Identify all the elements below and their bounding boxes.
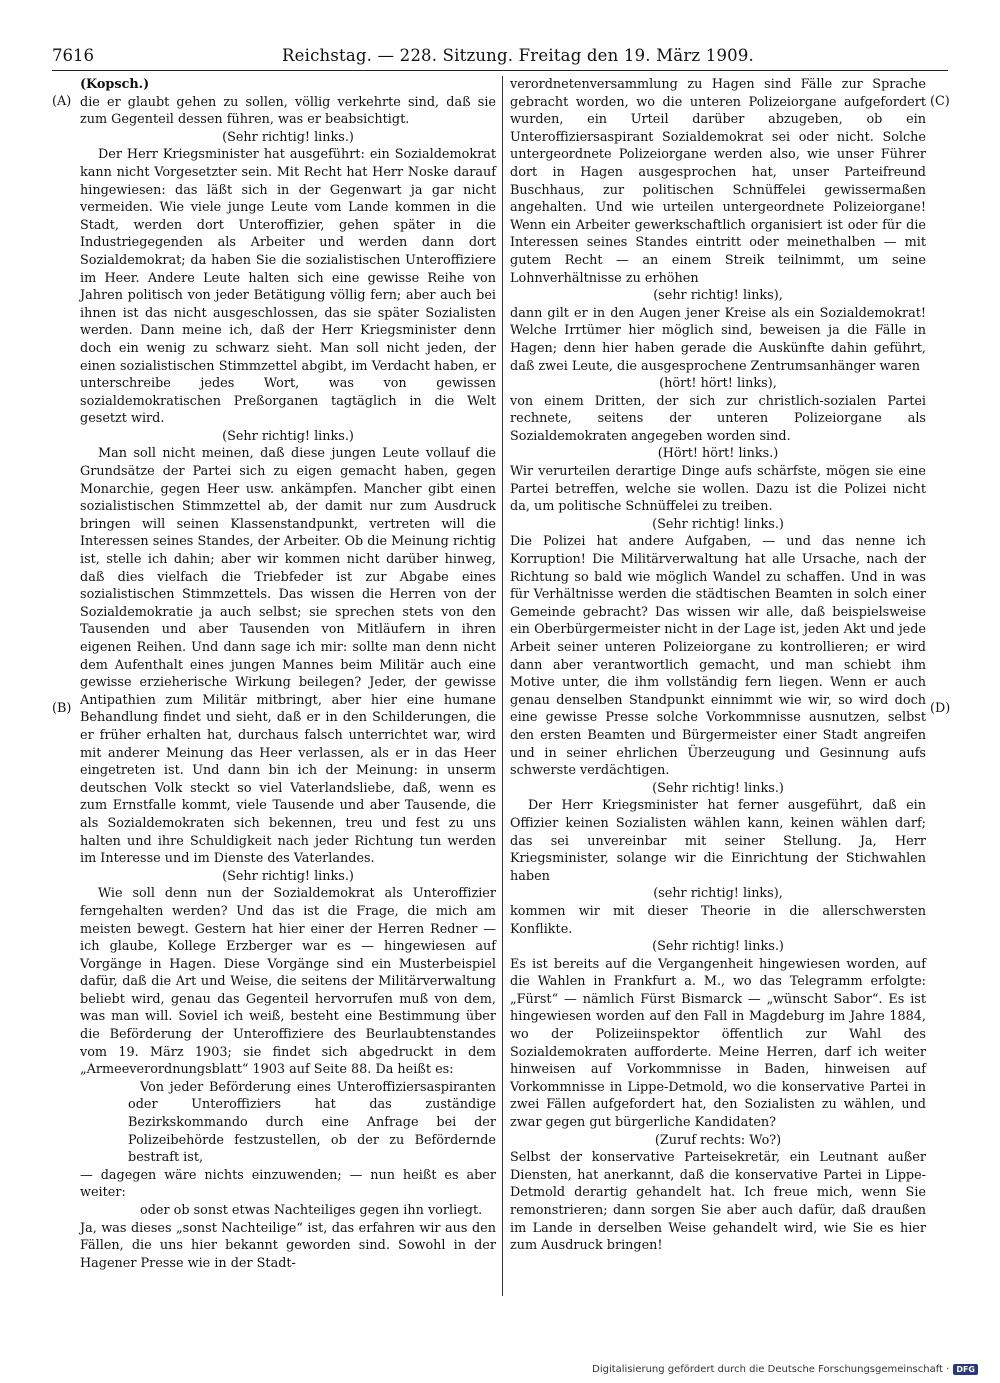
interjection: (Sehr richtig! links.) — [652, 780, 784, 796]
block-quote: Von jeder Beförderung eines Unteroffiziersaspiranten oder Unteroffiziers hat das zuständige Bezirkskommando durch eine Anfrage bei der Polizeibehörde festzustellen, ob der zu Befördernde bestraft ist, — [128, 1079, 496, 1166]
paragraph: dann gilt er in den Augen jener Kreise als ein Sozialdemokrat! Welche Irrtümer hier möglich sind, beweisen ja die Fälle in Hagen; denn hier haben gerade die Auskünfte dahin geführt, daß zwei Leute, die ausgesprochene Zentrumsanhänger waren — [510, 305, 926, 374]
dfg-logo-icon: DFG — [953, 1364, 978, 1375]
paragraph: Ja, was dieses „sonst Nachteilige“ ist, das erfahren wir aus den Fällen, die uns hier bekannt geworden sind. Sowohl in der Hagener Presse wie in der Stadt- — [80, 1220, 496, 1271]
paragraph: Der Herr Kriegsminister hat ausgeführt: ein Sozialdemokrat kann nicht Vorgesetzter sein. Mit Recht hat Herr Noske darauf hingewiesen: das läßt sich in der Gegenwart ja gar nicht vermeiden. Wie viele junge Leute vom Lande kommen in die Stadt, werden dort Unteroffizier, gehen später in die Industriegegenden als Arbeiter und werden dann dort Sozialdemokrat; da haben Sie die sozialistischen Unteroffiziere im Heer. Andere Leute halten sich eine gewisse Reihe von Jahren politisch von jeder Betätigung völlig fern; aber auch bei ihnen ist das nicht ausgeschlossen, das sie später Sozialisten werden. Dann meine ich, daß der Herr Kriegsminister denn doch ein wenig zu schwarz sieht. Man soll nicht jeden, der einen sozialistischen Stimmzettel abgibt, im Verdacht haben, er unterschreibe jedes Wort, was von gewissen sozialdemokratischen Preßorganen tagtäglich in die Welt gesetzt wird. — [80, 147, 496, 427]
interjection: (sehr richtig! links), — [653, 886, 783, 902]
interjection: (Sehr richtig! links.) — [222, 129, 354, 145]
page-number: 7616 — [52, 46, 94, 65]
paragraph: Selbst der konservative Parteisekretär, ein Leutnant außer Diensten, hat anerkannt, daß die konservative Partei in Lippe-Detmold derartig gehandelt hat. Ich freue mich, wenn Sie remonstrieren; dann sorgen Sie aber auch dafür, daß draußen im Lande in derselben Weise gehandelt wird, wie Sie es hier zum Ausdruck bringen! — [510, 1150, 926, 1254]
paragraph: Es ist bereits auf die Vergangenheit hingewiesen worden, auf die Wahlen in Frankfurt a. M., wo das Telegramm erfolgte: „Fürst“ — nämlich Fürst Bismarck — „wünscht Sabor“. Es ist hingewiesen worden auf den Fall in Magdeburg im Jahre 1884, wo der Polizeiinspektor öffentlich zur Wahl des Sozialdemokraten aufforderte. Meine Herren, darf ich weiter hinweisen auf Vorkommnisse in Baden, hinweisen auf Vorkommnisse in Lippe-Detmold, wo die konservative Partei in zwei Fällen aufgefordert hat, den Sozialisten zu wählen, und zwar gegen gut bürgerliche Kandidaten? — [510, 956, 926, 1131]
paragraph: Man soll nicht meinen, daß diese jungen Leute vollauf die Grundsätze der Partei sich zu eigen gemacht haben, gegen Monarchie, gegen Heer usw. ankämpfen. Mancher gibt einen sozialistischen Stimmzettel ab, der damit nur zum Ausdruck bringen will seinen Klassenstandpunkt, vertreten will die Interessen seines Standes, der Arbeiter. Ob die Meinung richtig ist, stelle ich dahin; aber wir kommen nicht darüber hinweg, daß dies vielfach die Triebfeder ist zur Abgabe eines sozialistischen Stimmzettels. Das wissen die Herren von der Sozialdemokratie ja auch selbst; sie sprechen stets von den Tausenden und aber Tausenden von Mitläufern in ihren eigenen Reihen. Und dann sage ich mir: sollte man denn nicht dem Aufenthalt eines jungen Mannes beim Militär auch eine gewisse erzieherische Wirkung beilegen? Jeder, der gewisse Antipathien zum Militär mitbringt, aber hier eine humane Behandlung findet und sieht, daß er in den Schilderungen, die er früher erhalten hat, durchaus falsch unterrichtet war, wird mit anderer Meinung das Heer verlassen, als er in das Heer eingetreten ist. Und dann bin ich der Meinung: in unserm deutschen Volk steckt so viel Vaterlandsliebe, daß, wenn es zum Ernstfalle kommt, viele Tausende und aber Tausende, die als Sozialdemokraten sich bekennen, treu und fest zu uns halten und ihre Schuldigkeit nach jeder Richtung tun werden im Interesse und im Dienste des Vaterlandes. — [80, 446, 496, 867]
block-quote: oder ob sonst etwas Nachteiliges gegen ihn vorliegt. — [140, 1203, 483, 1218]
footer-text: Digitalisierung gefördert durch die Deutsche Forschungsgemeinschaft · — [592, 1364, 950, 1375]
margin-marker-c: (C) — [930, 94, 950, 109]
margin-marker-d: (D) — [930, 701, 951, 716]
interjection: (hört! hört! links), — [659, 376, 777, 392]
margin-marker-b: (B) — [52, 701, 72, 716]
paragraph: von einem Dritten, der sich zur christlich-sozialen Partei rechnete, seitens der unteren Polizeiorgane als Sozialdemokraten angegeben worden sind. — [510, 393, 926, 444]
paragraph: Wir verurteilen derartige Dinge aufs schärfste, mögen sie eine Partei betreffen, welche sie wollen. Dazu ist die Polizei nicht da, um politische Schnüffelei zu treiben. — [510, 464, 926, 515]
paragraph: — dagegen wäre nichts einzuwenden; — nun heißt es aber weiter: — [80, 1167, 496, 1201]
page-header — [52, 44, 952, 68]
interjection: (Hört! hört! links.) — [657, 446, 779, 462]
left-column — [80, 76, 496, 1272]
paragraph: Der Herr Kriegsminister hat ferner ausgeführt, daß ein Offizier keinen Sozialisten wählen kann, keinen wählen darf; das sei unvereinbar mit seiner Stellung. Ja, Herr Kriegsminister, solange wir die Einrichtung der Stichwahlen haben — [510, 798, 926, 884]
speaker-label: (Kopsch.) — [80, 77, 150, 92]
interjection: (sehr richtig! links), — [653, 288, 783, 304]
header-rule — [52, 70, 948, 71]
column-divider — [502, 76, 503, 1296]
digitization-footer — [592, 1364, 978, 1375]
paragraph: verordnetenversammlung zu Hagen sind Fälle zur Sprache gebracht worden, wo die unteren Polizeiorgane aufgefordert wurden, ein Urteil darüber abzugeben, ob ein Unteroffiziersaspirant Sozialdemokrat sei oder nicht. Solche untergeordnete Polizeiorgane werden also, wie unser Führer dort in Hagen ausgesprochen hat, unser Parteifreund Buschhaus, zur politischen Schnüffelei gewissermaßen angehalten. Und wie urteilen untergeordnete Polizeiorgane! Wenn ein Arbeiter gewerkschaftlich organisiert ist oder für die Interessen seines Standes eintritt oder meinethalben — mit gutem Recht — an einem Streik teilnimmt, um seine Lohnverhältnisse zu erhöhen — [510, 77, 926, 286]
interjection: (Sehr richtig! links.) — [652, 516, 784, 532]
paragraph: die er glaubt gehen zu sollen, völlig verkehrte sind, daß sie zum Gegenteil dessen führen, was er beabsichtigt. — [80, 94, 496, 128]
paragraph: kommen wir mit dieser Theorie in die allerschwersten Konflikte. — [510, 903, 926, 937]
interjection: (Sehr richtig! links.) — [222, 428, 354, 444]
paragraph: Die Polizei hat andere Aufgaben, — und das nenne ich Korruption! Die Militärverwaltung hat alle Ursache, nach der Richtung so bald wie möglich Wandel zu schaffen. Und in was für Verhältnisse werden die städtischen Beamten in solch einer Gemeinde gebracht? Das wissen wir alle, daß beispielsweise ein Oberbürgermeister nicht in der Lage ist, jeden Akt und jede Arbeit seiner unteren Polizeiorgane zu kontrollieren; er wird dann aber verantwortlich gemacht, und man schiebt ihm Motive unter, die ihm vollständig fern liegen. Wenn er auch genau denselben Standpunkt einnimmt wie wir, so wird doch eine gewisse Presse solche Vorkommnisse ausnutzen, selbst den ersten Beamten und Bürgermeister einer Stadt angreifen und in seiner ehrlichen Überzeugung und Gesinnung aufs schwerste verdächtigen. — [510, 534, 926, 779]
margin-marker-a: (A) — [52, 94, 72, 109]
right-column — [510, 76, 926, 1255]
paragraph: Wie soll denn nun der Sozialdemokrat als Unteroffizier ferngehalten werden? Und das ist die Frage, die mich am meisten bewegt. Gestern hat hier einer der Herren Redner — ich glaube, Kollege Erzberger war es — hingewiesen auf Vorgänge in Hagen. Diese Vorgänge sind ein Musterbeispiel dafür, daß die Art und Weise, die seitens der Militärverwaltung beliebt wird, genau das Gegenteil hervorrufen muß von dem, was man will. Soviel ich weiß, besteht eine Bestimmung über die Beförderung der Unteroffiziere des Beurlaubtenstandes vom 19. März 1903; sie findet sich abgedruckt in dem „Armeeverordnungsblatt“ 1903 auf Seite 88. Da heißt es: — [80, 886, 496, 1078]
interjection: (Sehr richtig! links.) — [652, 939, 784, 955]
running-title: Reichstag. — 228. Sitzung. Freitag den 19. März 1909. — [282, 46, 754, 65]
interjection: (Zuruf rechts: Wo?) — [654, 1132, 782, 1148]
interjection: (Sehr richtig! links.) — [222, 868, 354, 884]
